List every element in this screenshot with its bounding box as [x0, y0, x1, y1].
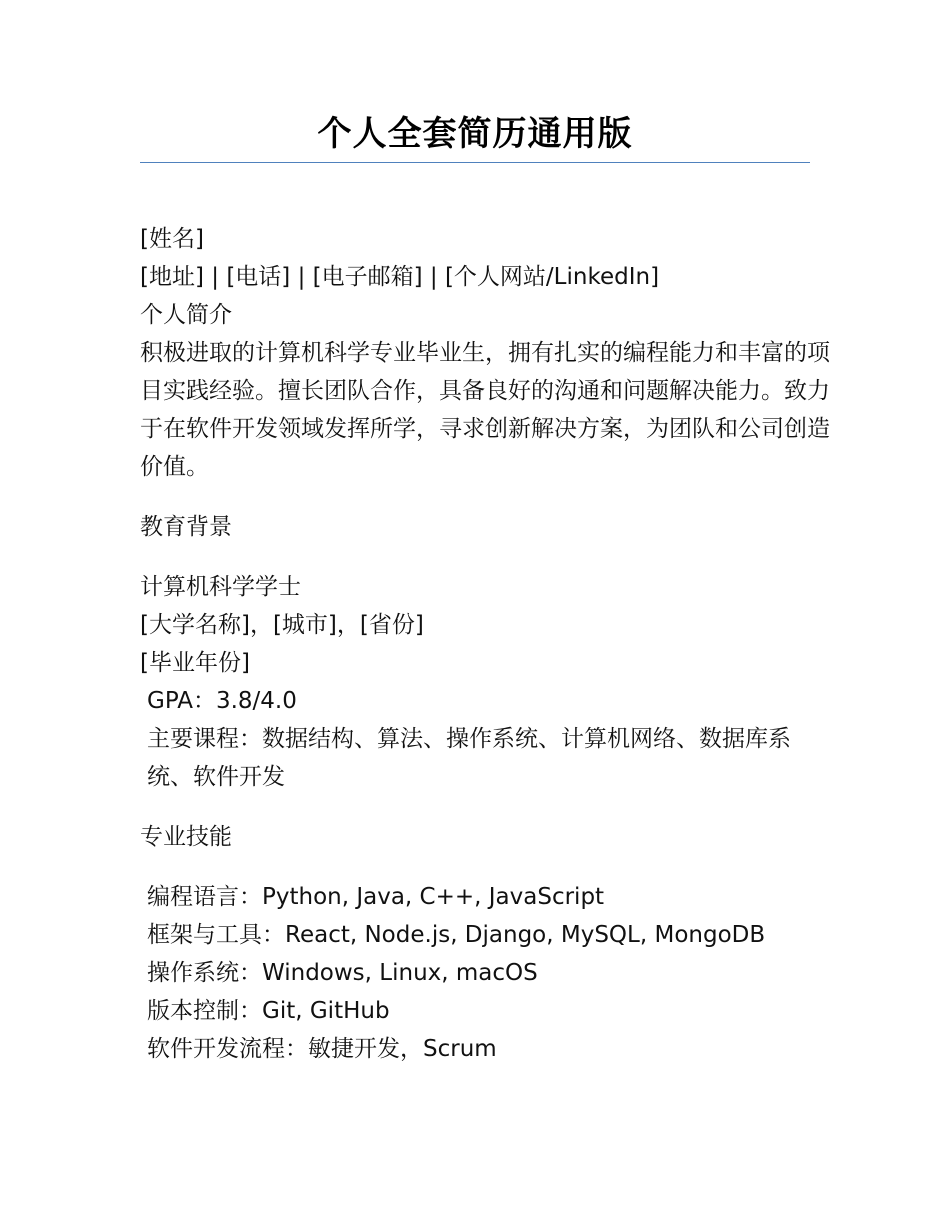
- school-location: [大学名称]，[城市]，[省份]: [140, 612, 424, 638]
- summary-heading: 个人简介: [140, 302, 232, 328]
- section-spacer: [140, 796, 830, 818]
- section-spacer: [140, 546, 830, 568]
- skills-heading: 专业技能: [140, 824, 232, 850]
- name-placeholder: [姓名]: [140, 226, 204, 252]
- section-spacer: [140, 856, 830, 878]
- main-courses: 主要课程：数据结构、算法、操作系统、计算机网络、数据库系统、软件开发: [147, 726, 791, 790]
- skill-item: 编程语言：Python, Java, C++, JavaScript: [147, 884, 605, 910]
- document-title: 个人全套简历通用版: [317, 114, 633, 154]
- title-underline: [140, 162, 810, 163]
- section-spacer: [140, 486, 830, 508]
- contact-line: [地址] | [电话] | [电子邮箱] | [个人网站/LinkedIn]: [140, 264, 660, 290]
- summary-text: 积极进取的计算机科学专业毕业生，拥有扎实的编程能力和丰富的项目实践经验。擅长团队合作，具备良好的沟通和问题解决能力。致力于在软件开发领域发挥所学，寻求创新解决方案，为团队和公司创造价值。: [140, 340, 830, 480]
- gpa: GPA：3.8/4.0: [147, 688, 297, 714]
- skill-item: 软件开发流程：敏捷开发，Scrum: [147, 1036, 497, 1062]
- degree: 计算机科学学士: [140, 574, 301, 600]
- skill-item: 版本控制：Git, GitHub: [147, 998, 390, 1024]
- education-heading: 教育背景: [140, 514, 232, 540]
- graduation-year: [毕业年份]: [140, 650, 250, 676]
- resume-body: [140, 220, 830, 1068]
- skill-item: 框架与工具：React, Node.js, Django, MySQL, MongoDB: [147, 922, 766, 948]
- skill-item: 操作系统：Windows, Linux, macOS: [147, 960, 538, 986]
